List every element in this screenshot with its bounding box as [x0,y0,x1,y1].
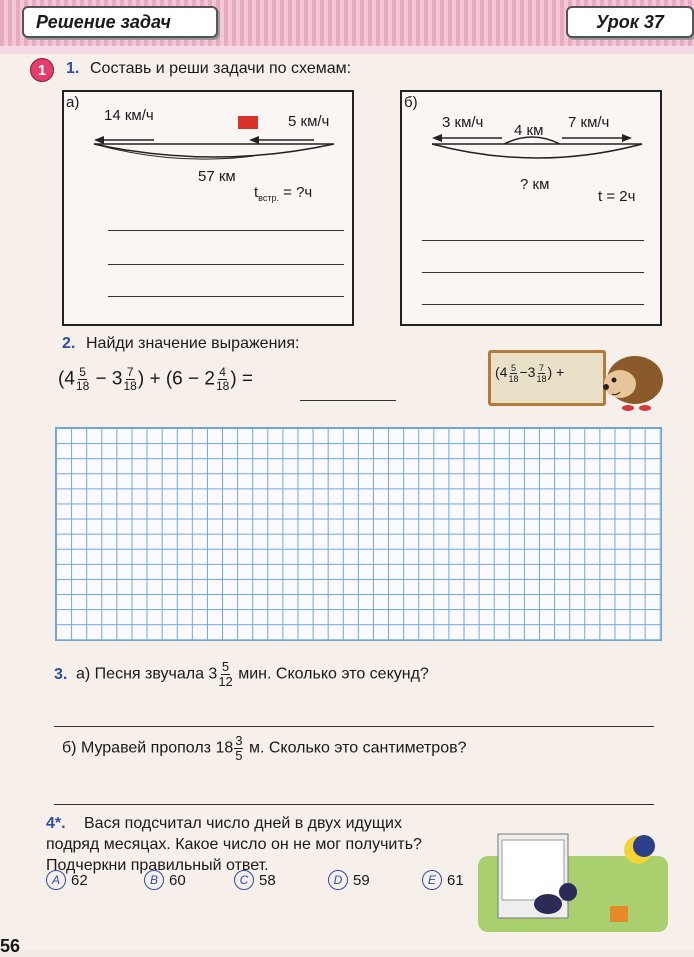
numerator: 7 [126,365,134,379]
scheme-b-distance: ? км [520,176,550,193]
task3-number: 3. [54,666,68,683]
scheme-a-time [254,184,312,203]
scheme-b-speed1: 3 км/ч [442,114,484,131]
option-value: 58 [259,871,276,889]
option-letter: C [234,870,254,890]
expression-answer-line[interactable] [300,400,396,401]
answer-option-e[interactable] [422,870,464,890]
answer-line[interactable] [54,726,654,727]
fraction [234,734,243,763]
fraction [508,363,518,384]
task3b-pre: б) Муравей прополз 18 [62,739,234,757]
option-letter: E [422,870,442,890]
lesson-title: Урок 37 [566,6,694,38]
task2-text: Найди значение выражения: [86,335,300,352]
task3a-post: мин. Сколько это секунд? [238,665,429,683]
answer-option-d[interactable] [328,870,370,890]
board-part: + [556,364,565,381]
option-letter: B [144,870,164,890]
answer-line[interactable] [422,272,644,273]
scheme-b-gap: 4 км [514,122,544,139]
expr-part: ) = [230,368,254,390]
scheme-a-label: а) [66,94,80,111]
answer-line[interactable] [54,804,654,805]
page-number: 56 [0,936,21,956]
option-value: 59 [353,871,370,889]
task1-number: 1. [66,60,80,77]
scheme-b-box [400,90,662,326]
answer-option-b[interactable] [144,870,186,890]
task4-line1: Вася подсчитал число дней в двух идущих [84,815,402,832]
option-value: 62 [71,871,88,889]
denominator: 18 [75,379,90,393]
task3a-pre: а) Песня звучала 3 [76,665,218,683]
fraction [536,363,546,384]
task4-line3: Подчеркни правильный ответ. [46,857,269,874]
denominator: 18 [536,374,547,384]
scheme-a-time-t: t [254,184,259,201]
answer-line[interactable] [108,296,344,297]
answer-line[interactable] [108,230,344,231]
scheme-a-box [62,90,354,326]
task4-line2: подряд месяцах. Какое число он не мог получить? [46,836,422,853]
expr-part: (4 [58,368,75,390]
scheme-b-speed2: 7 км/ч [568,114,610,131]
numerator: 7 [538,363,544,373]
task1-text: Составь и реши задачи по схемам: [90,60,352,77]
option-value: 61 [447,871,464,889]
denominator: 12 [218,674,233,689]
chalkboard [488,350,606,406]
denominator: 5 [235,748,243,763]
answer-option-a[interactable] [46,870,88,890]
numerator: 5 [221,659,230,674]
answer-line[interactable] [422,240,644,241]
section-title: Решение задач [22,6,218,38]
answer-line[interactable] [108,264,344,265]
board-part: (4 [495,364,508,381]
numerator: 5 [510,363,516,373]
calendar-ant-illustration-icon [478,826,668,932]
fraction [124,366,137,393]
board-part: −3 [519,364,536,381]
scheme-a-distance: 57 км [198,168,236,185]
fraction [216,366,229,393]
denominator: 18 [123,379,137,393]
numerator: 4 [219,365,226,379]
scheme-a-speed1: 14 км/ч [104,107,154,124]
task-circle-number: 1 [30,58,54,82]
task3b-text [62,734,467,763]
option-letter: A [46,870,66,890]
task3a-text [76,660,429,689]
denominator: 18 [508,374,519,384]
task2-number: 2. [62,335,76,352]
denominator: 18 [215,379,230,393]
board-part: ) [547,364,553,381]
option-letter: D [328,870,348,890]
numerator: 3 [235,733,243,748]
scheme-a-time-sub: встр. [258,193,279,203]
fraction [76,366,89,393]
task3b-post: м. Сколько это сантиметров? [248,739,467,757]
numerator: 5 [79,365,86,379]
scheme-a-time-rest: = ?ч [283,184,313,201]
scheme-b-label: б) [404,94,418,111]
header-band-bottom [0,46,694,54]
expr-part: ) + (6 − 2 [137,368,215,390]
scheme-a-speed2: 5 км/ч [288,113,330,130]
grid-work-area[interactable] [55,427,662,641]
expr-part: − 3 [95,368,123,390]
answer-option-c[interactable] [234,870,276,890]
scheme-b-time: t = 2ч [598,188,636,205]
task2-expression [58,366,253,393]
option-value: 60 [169,871,186,889]
chalkboard-expression [495,363,564,384]
answer-line[interactable] [422,304,644,305]
task4-number: 4*. [46,815,66,832]
fraction [218,660,232,689]
hedgehog-icon [590,340,668,418]
